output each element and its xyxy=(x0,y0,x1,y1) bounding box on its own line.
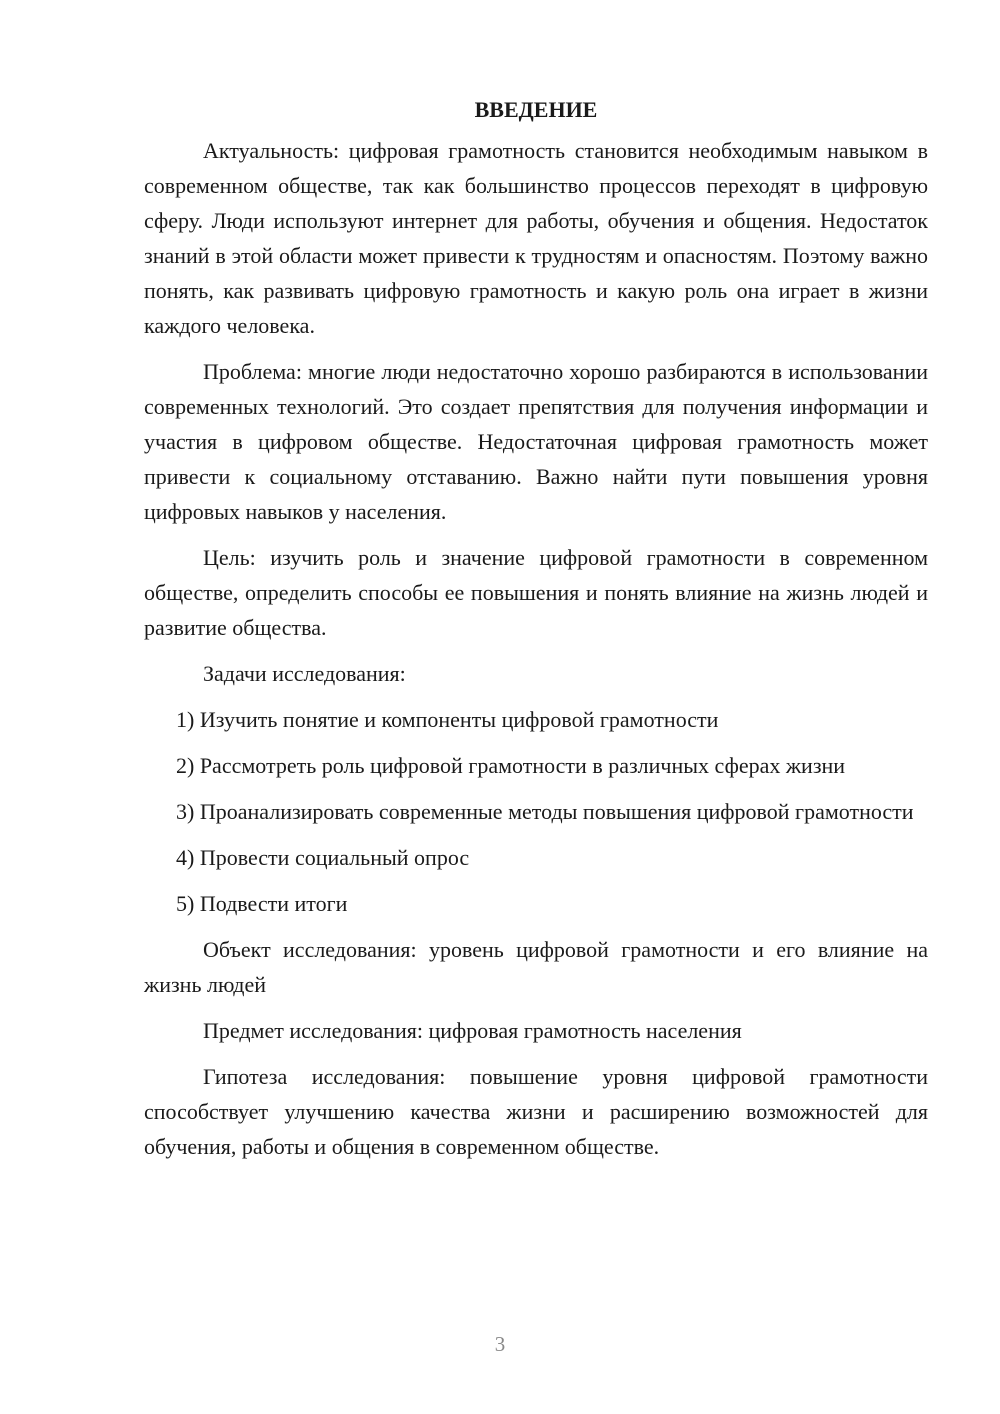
problem-paragraph: Проблема: многие люди недостаточно хорошо разбираются в использовании современных технологий. Это создает препятствия для получения информации и участия в цифровом обществе. Недостаточная цифровая грамотность может привести к социальному отставанию. Важно найти пути повышения уровня цифровых навыков у населения. xyxy=(144,359,928,524)
task-item: 5) Подвести итоги xyxy=(176,891,348,916)
task-item: 1) Изучить понятие и компоненты цифровой грамотности xyxy=(176,707,719,732)
object-paragraph: Объект исследования: уровень цифровой грамотности и его влияние на жизнь людей xyxy=(144,937,928,997)
hypothesis-paragraph: Гипотеза исследования: повышение уровня цифровой грамотности способствует улучшению качества жизни и расширению возможностей для обучения, работы и общения в современном обществе. xyxy=(144,1064,928,1159)
goal-paragraph: Цель: изучить роль и значение цифровой грамотности в современном обществе, определить способы ее повышения и понять влияние на жизнь людей и развитие общества. xyxy=(144,545,928,640)
page-content xyxy=(144,92,928,1175)
task-item: 2) Рассмотреть роль цифровой грамотности в различных сферах жизни xyxy=(176,753,846,778)
subject-paragraph: Предмет исследования: цифровая грамотность населения xyxy=(203,1018,742,1043)
tasks-heading: Задачи исследования: xyxy=(203,661,406,686)
relevance-paragraph: Актуальность: цифровая грамотность становится необходимым навыком в современном обществе, так как большинство процессов переходят в цифровую сферу. Люди используют интернет для работы, обучения и общения. Недостаток знаний в этой области может привести к трудностям и опасностям. Поэтому важно понять, как развивать цифровую грамотность и какую роль она играет в жизни каждого человека. xyxy=(144,138,928,338)
page-number: 3 xyxy=(494,1332,506,1356)
page-title: ВВЕДЕНИЕ xyxy=(474,97,598,122)
task-item: 3) Проанализировать современные методы повышения цифровой грамотности xyxy=(176,799,914,824)
task-item: 4) Провести социальный опрос xyxy=(176,845,470,870)
